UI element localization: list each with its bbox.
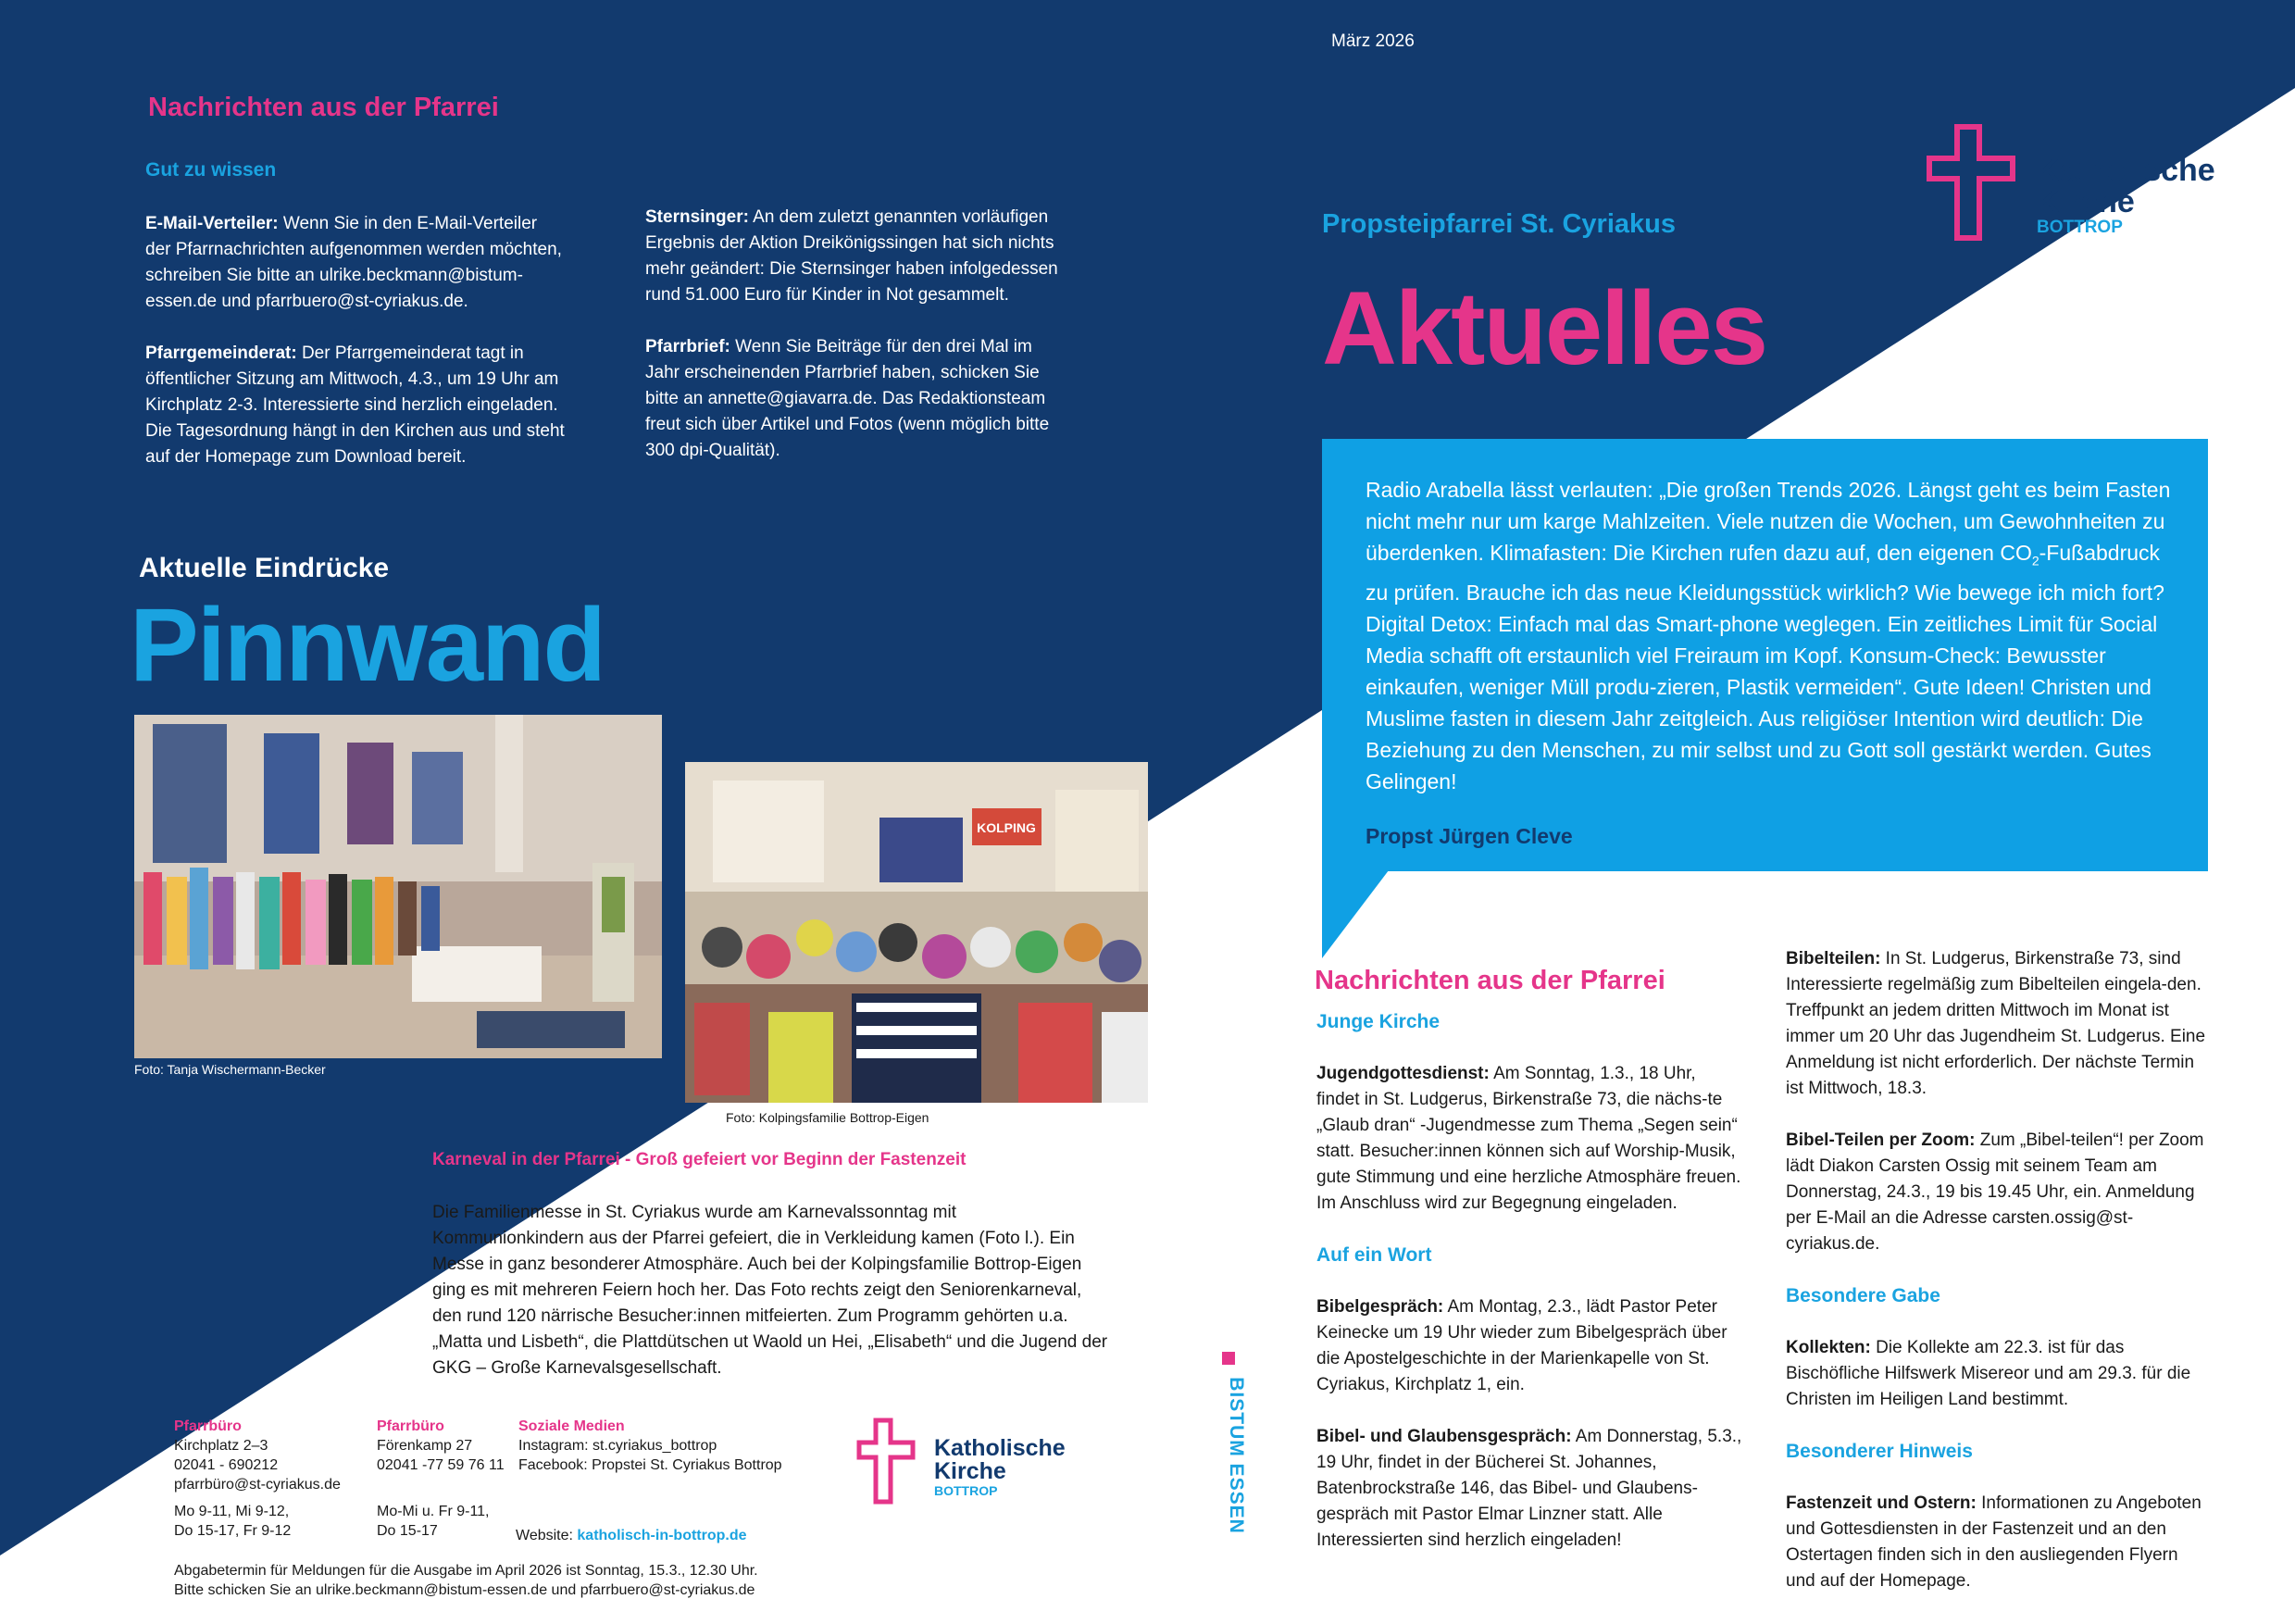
news-item-text: Zum „Bibel-teilen“! per Zoom lädt Diakon Carsten Ossig mit seinem Team am Donnerstag, 24.3., 19 bis 19.45 Uhr, ein. Anmeldung per E-Mail an die Adresse carsten.ossig@st-cyriakus.de.: [1786, 1131, 2204, 1254]
news-item: [1786, 946, 2207, 1102]
footer-deadline: [174, 1561, 822, 1600]
news-item: [1316, 1294, 1742, 1398]
left-news-heading: Nachrichten aus der Pfarrei: [148, 93, 499, 122]
section-subheading: Besonderer Hinweis: [1786, 1441, 1973, 1462]
right-news-column-1: [1316, 1009, 1742, 1580]
right-news-column-2: [1786, 946, 2207, 1620]
photo2-caption: Foto: Kolpingsfamilie Bottrop-Eigen: [726, 1110, 929, 1125]
section-subheading: Junge Kirche: [1316, 1011, 1441, 1032]
office1-title: Pfarrbüro: [174, 1418, 242, 1434]
news-item-label: Sternsinger:: [645, 207, 749, 227]
office2-hours: Mo-Mi u. Fr 9-11,: [377, 1504, 490, 1519]
photo-kolping-hall: [685, 762, 1148, 1103]
editorial-text: [1366, 474, 2180, 797]
photo-church-carnival: [134, 715, 662, 1058]
office1-hours: Do 15-17, Fr 9-12: [174, 1523, 292, 1539]
news-item-text: Am Donnerstag, 5.3., 19 Uhr, findet in der Bücherei St. Johannes, Batenbrockstraße 146, das Bibel- und Glaubens-gespräch mit Pastor Elmar Linzner statt. Alle Interessierten sind herzlich eingeladen!: [1316, 1427, 1742, 1550]
logo-large-line2: Kirche: [2037, 184, 2135, 219]
right-news-heading: Nachrichten aus der Pfarrei: [1315, 966, 1665, 995]
website-link[interactable]: katholisch-in-bottrop.de: [577, 1528, 747, 1543]
news-item-label: E-Mail-Verteiler:: [145, 214, 279, 233]
news-item-label: Jugendgottesdienst:: [1316, 1064, 1490, 1083]
office2-line: 02041 -77 59 76 11: [377, 1457, 505, 1473]
quote-tail: [1322, 870, 1396, 963]
logo-large: [1926, 123, 2231, 244]
social-facebook[interactable]: Facebook: Propstei St. Cyriakus Bottrop: [518, 1457, 782, 1473]
cross-icon: [855, 1417, 917, 1505]
news-item-label: Bibelteilen:: [1786, 949, 1881, 968]
office2-hours: Do 15-17: [377, 1523, 438, 1539]
footer-website: [516, 1526, 747, 1545]
deadline-line-1: Abgabetermin für Meldungen für die Ausgabe im April 2026 ist Sonntag, 15.3., 12.30 Uhr.: [174, 1563, 758, 1579]
karneval-text: Die Familienmesse in St. Cyriakus wurde am Karnevalssonntag mit Kommunionkindern aus der Pfarrei gefeiert, die in Verkleidung kamen (Foto l.). Ein Messe in ganz besonderer Atmosphäre. Auch bei der Kolpingsfamilie Bottrop-Eigen ging es mit mehreren Feiern hoch her. Das Foto rechts zeigt den Seniorenkarneval, den rund 120 närrische Besucher:innen mitfeierten. Zum Programm gehörten u.a. „Matta und Lisbeth“, die Plattdütschen ut Waold un Hei, „Elisabeth“ und die Jugend der GKG – Große Karnevalsgesellschaft.: [432, 1203, 1108, 1378]
news-item: [1786, 1491, 2207, 1594]
news-item-label: Bibel- und Glaubensgespräch:: [1316, 1427, 1572, 1446]
editorial-quote-box: [1322, 439, 2208, 871]
footer-office-2: [377, 1417, 516, 1541]
news-item: [645, 334, 1071, 464]
left-news-column-1: [145, 211, 567, 496]
left-subheading: Gut zu wissen: [145, 159, 277, 181]
news-item: [1786, 1335, 2207, 1413]
kolping-sign: KOLPING: [977, 820, 1036, 835]
news-item: [1316, 1061, 1742, 1217]
logo-large-line1: Katholische: [2037, 153, 2215, 188]
aktuelles-title: Aktuelles: [1322, 270, 1766, 386]
news-item-label: Bibel-Teilen per Zoom:: [1786, 1131, 1976, 1150]
news-item: [1786, 1128, 2207, 1257]
news-item-text: Am Sonntag, 1.3., 18 Uhr, findet in St. Ludgerus, Birkenstraße 73, die nächs-te „Glaub dran“ -Jugendmesse zum Thema „Segen sein“ statt. Besucher:innen können sich auf Worship-Musik, gute Stimmung und eine herzliche Atmosphäre freuen. Im Anschluss wird zur Begegnung eingeladen.: [1316, 1064, 1741, 1213]
editorial-author: Propst Jürgen Cleve: [1366, 824, 1573, 848]
news-item-text: An dem zuletzt genannten vorläufigen Ergebnis der Aktion Dreikönigssingen hat sich nichts mehr geändert: Die Sternsinger haben infolgedessen rund 51.000 Euro für Kinder in Not gesammelt.: [645, 207, 1058, 305]
pinnwand-title: Pinnwand: [130, 587, 605, 703]
co2-subscript: 2: [2031, 553, 2039, 568]
logo-small-line1: Katholische: [934, 1435, 1066, 1461]
news-item: [645, 205, 1071, 308]
news-item: [1316, 1424, 1742, 1554]
photo1-caption: Foto: Tanja Wischermann-Becker: [134, 1062, 326, 1077]
logo-large-line3: BOTTROP: [2037, 218, 2123, 237]
office1-line: 02041 - 690212: [174, 1457, 279, 1473]
bistum-essen-vertical: [1222, 1352, 1250, 1555]
news-item-text: Der Pfarrgemeinderat tagt in öffentlicher Sitzung am Mittwoch, 4.3., um 19 Uhr am Kirchplatz 2-3. Interessierte sind herzlich eingeladen. Die Tagesordnung hängt in den Kirchen aus und steht auf der Homepage zum Download bereit.: [145, 344, 565, 467]
social-title: Soziale Medien: [518, 1418, 625, 1434]
news-item-text: Die Kollekte am 22.3. ist für das Bischöfliche Hilfswerk Misereor und am 29.3. für die Christen im Heiligen Land bestimmt.: [1786, 1338, 2191, 1409]
news-item-label: Pfarrbrief:: [645, 337, 730, 356]
news-item-label: Fastenzeit und Ostern:: [1786, 1493, 1977, 1513]
news-item-label: Kollekten:: [1786, 1338, 1871, 1357]
issue-date: März 2026: [1331, 31, 1415, 51]
news-item-text: Wenn Sie in den E-Mail-Verteiler der Pfarrnachrichten aufgenommen werden möchten, schreiben Sie bitte an ulrike.beckmann@bistum-essen.de und pfarrbuero@st-cyriakus.de.: [145, 214, 562, 311]
footer-social: [518, 1417, 824, 1475]
section-subheading: Besondere Gabe: [1786, 1285, 1940, 1306]
logo-small-line2: Kirche: [934, 1458, 1006, 1484]
office1-email[interactable]: pfarrbüro@st-cyriakus.de: [174, 1477, 341, 1493]
office1-hours: Mo 9-11, Mi 9-12,: [174, 1504, 290, 1519]
editorial-text-part-2: -Fußabdruck zu prüfen. Brauche ich das neue Kleidungsstück wirklich? Wie bewege ich mich fort? Digital Detox: Einfach mal das Smart-phone weglegen. Ein zeitliches Limit für Social Media schafft oft erstaunlich viel Freiraum im Kopf. Konsum-Check: Bewusster einkaufen, weniger Müll produ-zieren, Plastik vermeiden“. Gute Ideen! Christen und Muslime fasten in diesem Jahr zeitgleich. Aus religiöser Intention wird deutlich: Die Beziehung zu den Menschen, zu mir selbst und zu Gott soll gestärkt werden. Gutes Gelingen!: [1366, 541, 2164, 793]
office2-title: Pfarrbüro: [377, 1418, 444, 1434]
left-news-column-2: [645, 205, 1071, 490]
impressions-label: Aktuelle Eindrücke: [139, 553, 390, 583]
parish-name: Propsteipfarrei St. Cyriakus: [1322, 209, 1676, 239]
bistum-essen-label: BISTUM ESSEN: [1226, 1377, 1247, 1534]
logo-small-line3: BOTTROP: [934, 1483, 998, 1498]
footer-office-1: [174, 1417, 359, 1541]
news-item-label: Bibelgespräch:: [1316, 1297, 1444, 1317]
office2-line: Förenkamp 27: [377, 1438, 473, 1454]
news-item: [145, 211, 567, 315]
deadline-line-2: Bitte schicken Sie an ulrike.beckmann@bistum-essen.de und pfarrbuero@st-cyriakus.de: [174, 1582, 755, 1598]
section-subheading: Auf ein Wort: [1316, 1244, 1432, 1266]
news-item-text: Wenn Sie Beiträge für den drei Mal im Jahr erscheinenden Pfarrbrief haben, schicken Sie bitte an annette@giavarra.de. Das Redaktionsteam freut sich über Artikel und Fotos (wenn möglich bitte 300 dpi-Qualität).: [645, 337, 1050, 460]
website-label: Website:: [516, 1528, 573, 1543]
news-item-text: Informationen zu Angeboten und Gottesdiensten in der Fastenzeit und an den Ostertagen finden sich in den ausliegenden Flyern und auf der Homepage.: [1786, 1493, 2201, 1591]
news-item-label: Pfarrgemeinderat:: [145, 344, 297, 363]
social-instagram[interactable]: Instagram: st.cyriakus_bottrop: [518, 1438, 717, 1454]
news-item-text: Am Montag, 2.3., lädt Pastor Peter Keinecke um 19 Uhr wieder zum Bibelgespräch über die Apostelgeschichte in der Marienkapelle von St. Cyriakus, Kirchplatz 1, ein.: [1316, 1297, 1727, 1394]
karneval-heading: Karneval in der Pfarrei - Groß gefeiert vor Beginn der Fastenzeit: [432, 1150, 967, 1169]
cross-icon: [1926, 123, 2016, 242]
office1-line: Kirchplatz 2–3: [174, 1438, 268, 1454]
editorial-text-part-1: Radio Arabella lässt verlauten: „Die großen Trends 2026. Längst geht es beim Fasten nicht mehr nur um karge Mahlzeiten. Viele nutzen die Wochen, um Gewohnheiten zu überdenken. Klimafasten: Die Kirchen rufen dazu auf, den eigenen CO: [1366, 478, 2171, 565]
logo-small: [855, 1417, 1068, 1509]
news-item-text: In St. Ludgerus, Birkenstraße 73, sind Interessierte regelmäßig zum Bibelteilen eingela-den. Treffpunkt an jedem dritten Mittwoch im Monat ist immer um 20 Uhr das Jugendheim St. Ludgerus. Eine Anmeldung ist nicht erforderlich. Der nächste Termin ist Mittwoch, 18.3.: [1786, 949, 2206, 1098]
news-item: [145, 341, 567, 470]
